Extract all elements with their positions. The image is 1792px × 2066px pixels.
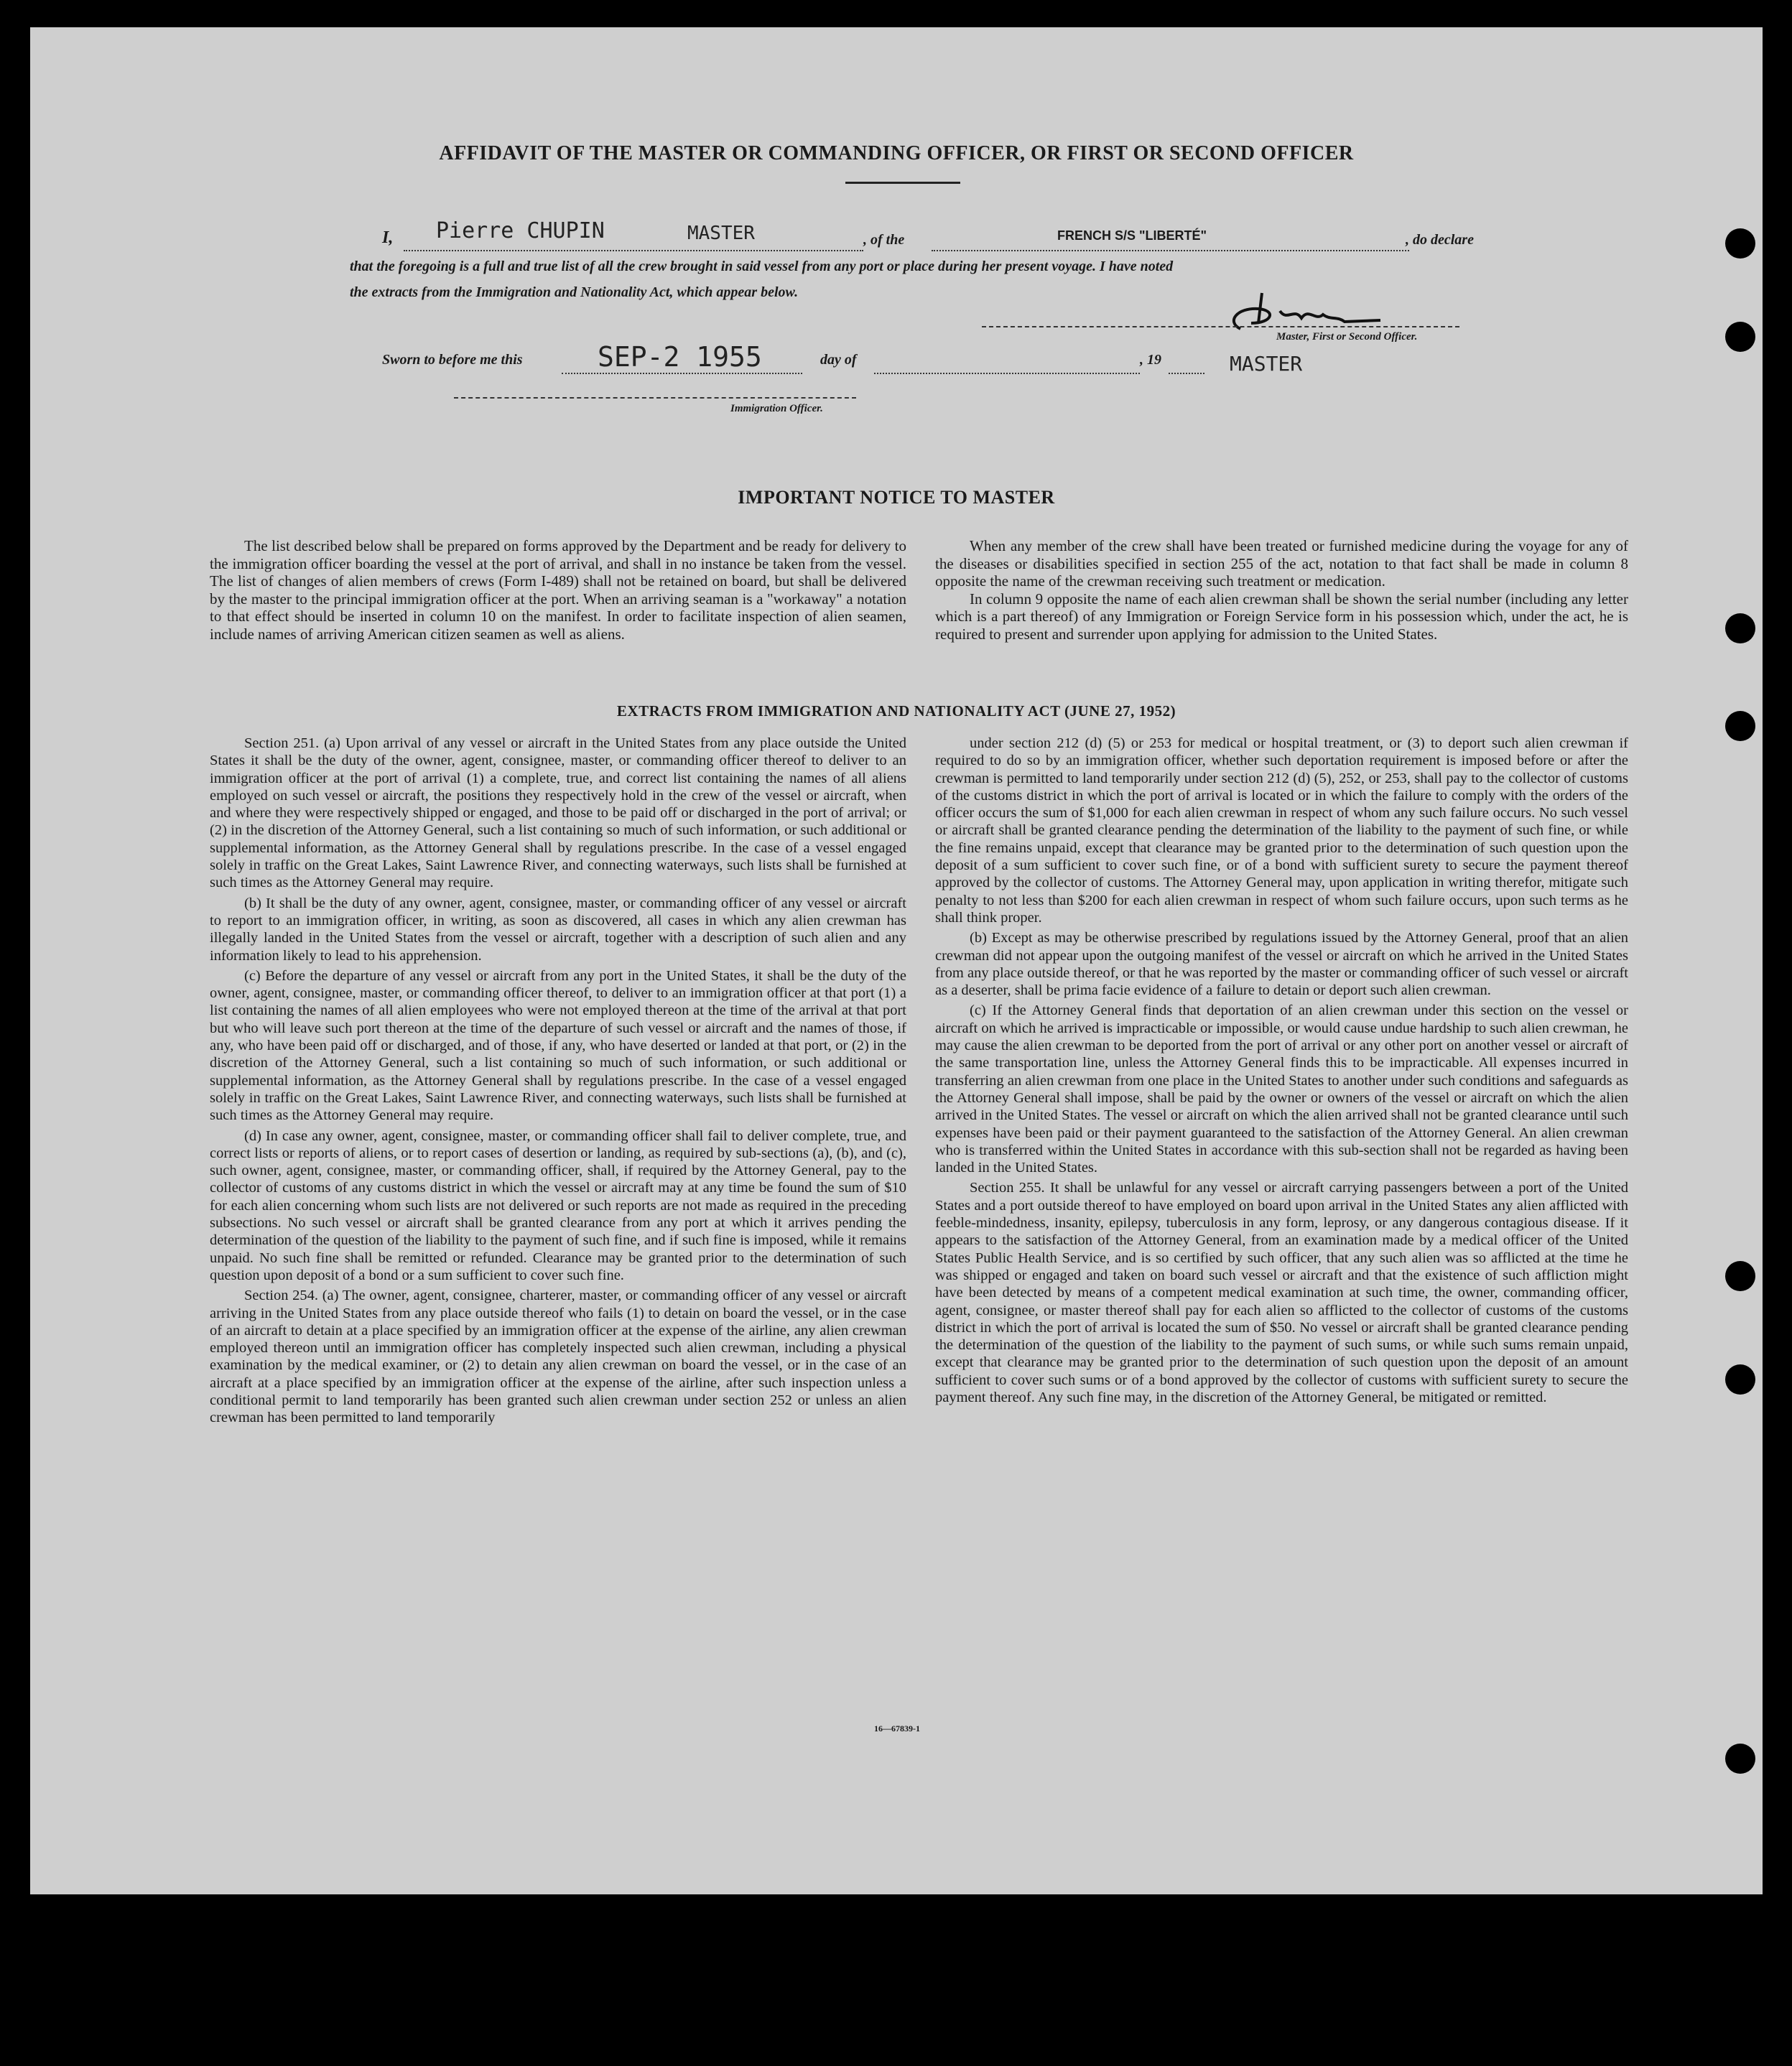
- extracts-right-column: [935, 735, 1628, 1409]
- sworn-date-field: [562, 341, 802, 374]
- vessel-field: [932, 228, 1409, 251]
- officer-signature-line: [454, 397, 856, 399]
- i-label: I,: [382, 228, 394, 247]
- extract-paragraph: (d) In case any owner, agent, consignee, master, or commanding officer shall fail to deliver complete, true, and correct lists or reports of aliens, or to report cases of desertion or landing, as required by sub-sections (a), (b), and (c), such owner, agent, consignee, master, or commanding officer, shall, if required by the Attorney General, pay to the collector of customs of any customs district in which the vessel or aircraft may at any time be found the sum of $10 for each alien concerning whom such lists are not delivered or such reports are not made as required in the preceding subsections. No such vessel or aircraft shall be granted clearance from any port at which it arrives pending the determination of the question of the liability to the payment of such fine, and if such fine is imposed, while it remains unpaid. No such fine shall be remitted or refunded. Clearance may be granted prior to the determination of such question upon deposit of a bond or a sum sufficient to cover such fine.: [210, 1127, 906, 1283]
- extract-paragraph: under section 212 (d) (5) or 253 for medical or hospital treatment, or (3) to deport such alien crewman if required to do so by an immigration officer, whether such deportation requirement is imposed before or after the crewman is permitted to land temporarily under section 212 (d) (5), 252, or 253, shall pay to the collector of customs of the customs district in which the port of arrival is located or in which the failure to comply with the orders of the officer occurs the sum of $1,000 for each alien crewman in respect of whom any such failure occurs. No such vessel or aircraft shall be granted clearance pending the determination of the liability to the payment of such fine, or while the fine remains unpaid, except that clearance may be granted prior to the determination of such question upon the deposit of a sum sufficient to cover such fine, or of a bond with sufficient surety to secure the payment thereof approved by the collector of customs. The Attorney General may, upon application in writing therefor, mitigate such penalty to not less than $200 for each alien crewman in respect of whom such failure occurs, upon such terms as he shall think proper.: [935, 735, 1628, 926]
- signature-title: MASTER: [1230, 352, 1303, 376]
- rank-value: MASTER: [687, 223, 755, 244]
- vessel-value: FRENCH S/S "LIBERTÉ": [1057, 228, 1207, 243]
- punch-hole: [1725, 1261, 1755, 1291]
- notice-paragraph: When any member of the crew shall have been treated or furnished medicine during the voyage for any of the diseases or disabilities specified in section 255 of the act, notation to that fact shall be made in column 8 opposite the name of the crewman receiving such treatment or medication.: [935, 537, 1628, 590]
- extract-paragraph: Section 255. It shall be unlawful for any vessel or aircraft carrying passengers between a port of the United States and a port outside thereof to have employed on board upon arrival in the United States any alien afflicted with feeble-mindedness, insanity, epilepsy, tuberculosis in any form, leprosy, or any dangerous contagious disease. If it appears to the satisfaction of the Attorney General, from an examination made by a medical officer of the United States Public Health Service, and is so certified by such officer, that any such alien was so afflicted at the time he was shipped or engaged and taken on board such vessel or aircraft and that the existence of such affliction might have been detected by means of a competent medical examination at such time, the owner, commanding officer, agent, consignee, or master thereof shall pay for each alien so afflicted to the collector of customs of the customs district in which the port of arrival is located the sum of $50. No vessel or aircraft shall be granted clearance pending the determination of the question of the liability to the payment of such sums, or while such sums remain unpaid, except that clearance may be granted prior to the determination of such question upon the deposit of an amount sufficient to cover such sums or of a bond approved by the collector of customs with sufficient surety to secure the payment thereof. Any such fine may, in the discretion of the Attorney General, be mitigated or remitted.: [935, 1180, 1628, 1405]
- notice-paragraph: The list described below shall be prepared on forms approved by the Department and be ready for delivery to the immigration officer boarding the vessel at the port of arrival, and shall in no instance be taken from the vessel. The list of changes of alien members of crews (Form I-489) shall not be retained on board, but shall be delivered by the master to the principal immigration officer at the port. When an arriving seaman is a "workaway" a notation to that effect should be inserted in column 10 on the manifest. In order to facilitate inspection of alien seamen, include names of arriving American citizen seamen as well as aliens.: [210, 537, 906, 643]
- officer-caption: Immigration Officer.: [730, 403, 823, 414]
- declaration-line-1: that the foregoing is a full and true list of all the crew brought in said vessel from any port or place during her present voyage. I have noted: [350, 259, 1174, 274]
- declaration-line-2: the extracts from the Immigration and Nationality Act, which appear below.: [350, 284, 799, 300]
- signature-caption: Master, First or Second Officer.: [1276, 331, 1418, 343]
- extract-paragraph: (b) Except as may be otherwise prescribed by regulations issued by the Attorney General, proof that an alien crewman did not appear upon the outgoing manifest of the vessel or aircraft on which he arrived in the United States from any place outside thereof, or that he was reported by the master or commanding officer of such vessel or aircraft as a deserter, shall be prima facie evidence of a failure to detain or deport such alien crewman.: [935, 930, 1628, 999]
- punch-hole: [1725, 613, 1755, 643]
- extract-paragraph: (c) Before the departure of any vessel or aircraft from any port in the United States, it shall be the duty of the owner, agent, consignee, master, or commanding officer thereof, to deliver to an immigration officer at that port (1) a list containing the names of all alien employees who were not employed thereon at the time of the arrival at that port but who will leave such port thereon at the time of the departure of such vessel or aircraft and the names of those, if any, who have been paid off or discharged, and of those, if any, who have deserted or landed at that port, or (2) in the discretion of the Attorney General, such a list containing so much of such information, or such additional or supplemental information, as the Attorney General shall by regulations prescribe. In the case of a vessel engaged solely in traffic on the Great Lakes, Saint Lawrence River, and connecting waterways, such lists shall be furnished at such times as the Attorney General may require.: [210, 967, 906, 1124]
- form-code: 16—67839-1: [874, 1723, 920, 1734]
- title-rule: [845, 182, 960, 184]
- signature-line: [982, 326, 1459, 327]
- notice-paragraph: In column 9 opposite the name of each alien crewman shall be shown the serial number (including any letter which is a part thereof) of any Immigration or Foreign Service form in his possession which, under the act, he is required to present and surrender upon applying for admission to the United States.: [935, 590, 1628, 643]
- do-declare-label: , do declare: [1406, 232, 1474, 248]
- name-value: Pierre CHUPIN: [436, 218, 605, 243]
- punch-hole: [1725, 322, 1755, 352]
- punch-hole: [1725, 1744, 1755, 1774]
- year-field: [1169, 354, 1204, 374]
- sworn-label: Sworn to before me this: [382, 352, 523, 368]
- month-field: [874, 354, 1140, 374]
- extracts-left-column: [210, 735, 906, 1430]
- sworn-date-value: SEP-2 1955: [598, 341, 762, 373]
- extract-paragraph: Section 251. (a) Upon arrival of any vessel or aircraft in the United States from any place outside the United States it shall be the duty of the owner, agent, consignee, master, or commanding officer thereof to deliver to an immigration officer at the port of arrival (1) a complete, true, and correct list containing the names of all aliens employed on such vessel or aircraft, the positions they respectively hold in the crew of the vessel or aircraft, when and where they were respectively shipped or engaged, and those to be paid off or discharged in the port of arrival; or (2) in the discretion of the Attorney General, such a list containing so much of such information, or such additional or supplemental information, as the Attorney General shall by regulations prescribe. In the case of a vessel engaged solely in traffic on the Great Lakes, Saint Lawrence River, and connecting waterways, such lists shall be furnished at such times as the Attorney General may require.: [210, 735, 906, 891]
- extract-paragraph: (c) If the Attorney General finds that deportation of an alien crewman under this section on the vessel or aircraft on which he arrived is impracticable or impossible, or would cause undue hardship to such alien crewman, he may cause the alien crewman to be deported from the port of arrival or any other port on another vessel or aircraft of the same transportation line, unless the Attorney General finds this to be impracticable. All expenses incurred in transferring an alien crewman from one place in the United States to another under such conditions and safeguards as the Attorney General shall impose, shall be paid by the owner or owners of the vessel or aircraft on which the alien arrived in the United States. The vessel or aircraft on which the alien arrived shall not be granted clearance until such expenses have been paid or their payment guaranteed to the satisfaction of the Attorney General. An alien crewman who is transferred within the United States in accordance with this sub-section shall not be regarded as having been landed in the United States.: [935, 1002, 1628, 1176]
- notice-right-column: [935, 537, 1628, 643]
- notice-left-column: [210, 537, 906, 643]
- punch-hole: [1725, 1364, 1755, 1395]
- affidavit-title: AFFIDAVIT OF THE MASTER OR COMMANDING OFFICER, OR FIRST OR SECOND OFFICER: [439, 142, 1354, 164]
- name-field: [404, 218, 863, 251]
- day-of-label: day of: [820, 352, 857, 368]
- document-sheet: [30, 27, 1763, 1894]
- punch-hole: [1725, 228, 1755, 259]
- extract-paragraph: Section 254. (a) The owner, agent, consignee, charterer, master, or commanding officer of any vessel or aircraft arriving in the United States from any place outside thereof who fails (1) to detain on board the vessel, or in the case of an aircraft to detain at a place specified by an immigration officer at the expense of the airline, any alien crewman employed thereon until an immigration officer has completely inspected such alien crewman, including a physical examination by the medical examiner, or (2) to detain any alien crewman on board the vessel, or in the case of an aircraft at a place specified by an immigration officer at the expense of the airline, after such inspection unless a conditional permit to land temporarily has been granted such alien crewman under section 252 or unless an alien crewman has been permitted to land temporarily: [210, 1288, 906, 1426]
- year-prefix: , 19: [1140, 352, 1161, 368]
- extract-paragraph: (b) It shall be the duty of any owner, agent, consignee, master, or commanding officer of any vessel or aircraft to report to an immigration officer, in writing, as soon as discovered, all cases in which any alien crewman has illegally landed in the United States from the vessel or aircraft, together with a description of such alien and any information likely to lead to his apprehension.: [210, 895, 906, 964]
- extracts-title: EXTRACTS FROM IMMIGRATION AND NATIONALITY ACT (JUNE 27, 1952): [616, 702, 1176, 720]
- notice-title: IMPORTANT NOTICE TO MASTER: [738, 487, 1055, 508]
- of-the-label: , of the: [863, 232, 905, 248]
